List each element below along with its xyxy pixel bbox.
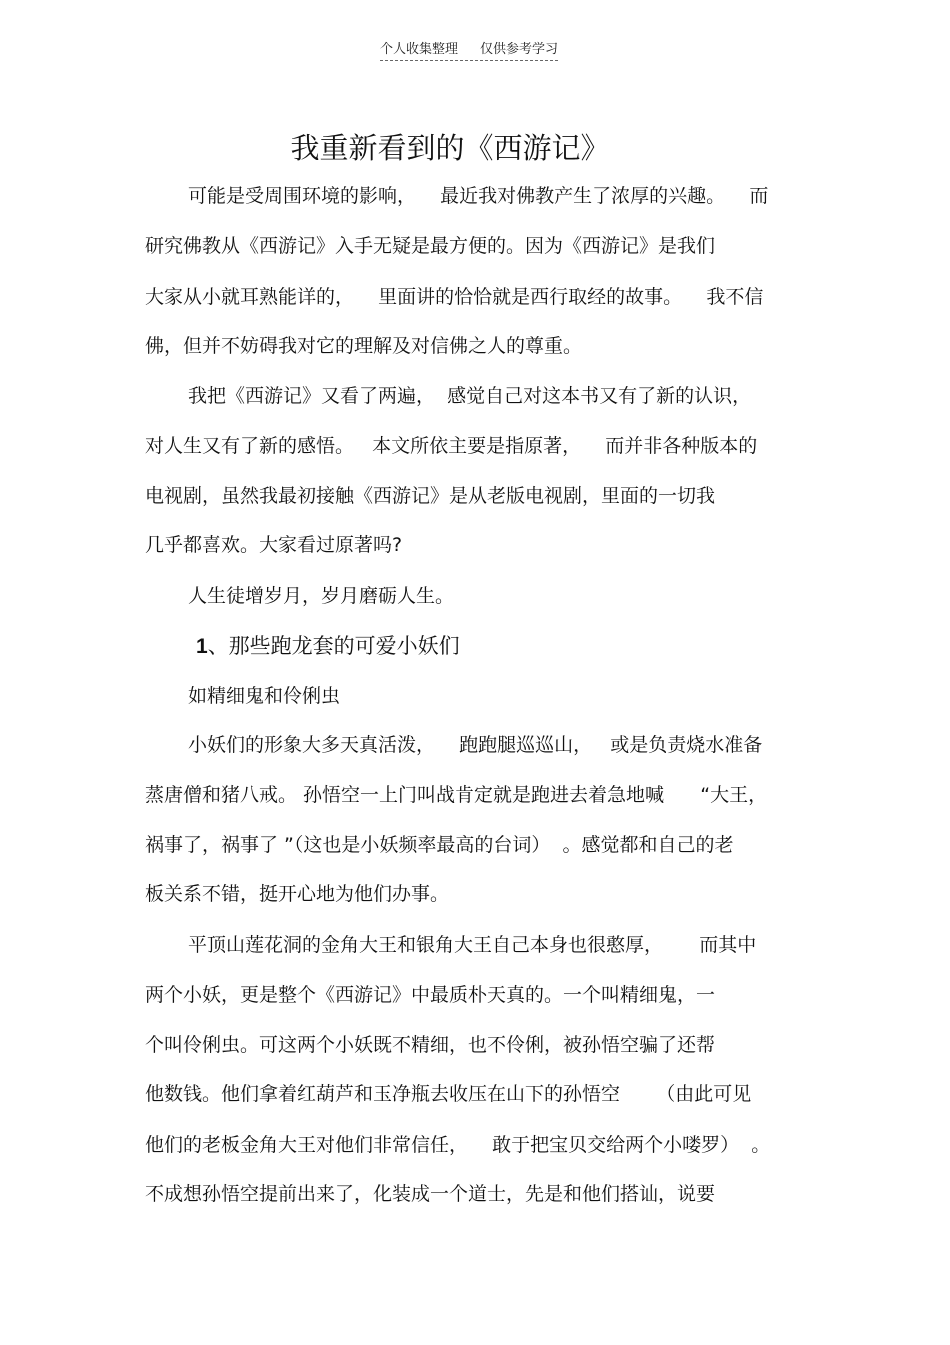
page-header — [380, 38, 558, 61]
paragraph-line: 佛，但并不妨碍我对它的理解及对信佛之人的尊重。 — [145, 335, 583, 357]
paragraph-line: 人生徒增岁月，岁月磨砺人生。 — [188, 585, 455, 607]
paragraph-line: 蒸唐僧和猪八戒。 孙悟空一上门叫战肯定就是跑进去着急地喊 “大王， — [145, 784, 768, 806]
document-title: 我重新看到的《西游记》 — [290, 131, 610, 165]
paragraph-line: 祸事了，祸事了 ”（这也是小妖频率最高的台词） 。感觉都和自己的老 — [145, 834, 734, 856]
paragraph-line: 板关系不错，挺开心地为他们办事。 — [145, 883, 450, 905]
paragraph-line: 他数钱。他们拿着红葫芦和玉净瓶去收压在山下的孙悟空 （由此可见 — [145, 1083, 752, 1105]
paragraph-line: 大家从小就耳熟能详的， 里面讲的恰恰就是西行取经的故事。 我不信 — [145, 286, 764, 308]
paragraph-line: 我把《西游记》又看了两遍， 感觉自己对这本书又有了新的认识， — [188, 385, 752, 407]
section-heading — [196, 630, 460, 660]
paragraph-line: 平顶山莲花洞的金角大王和银角大王自己本身也很憨厚， 而其中 — [188, 934, 757, 956]
paragraph-line: 对人生又有了新的感悟。 本文所依主要是指原著， 而并非各种版本的 — [145, 435, 758, 457]
paragraph-line: 小妖们的形象大多天真活泼， 跑跑腿巡巡山， 或是负责烧水准备 — [188, 734, 763, 756]
section-number: 1 — [196, 635, 208, 658]
paragraph-line: 不成想孙悟空提前出来了，化装成一个道士，先是和他们搭讪，说要 — [145, 1183, 716, 1205]
paragraph-line: 几乎都喜欢。大家看过原著吗? — [145, 534, 403, 556]
paragraph-line: 电视剧，虽然我最初接触《西游记》是从老版电视剧，里面的一切我 — [145, 485, 716, 507]
header-right-text: 仅供参考学习 — [480, 42, 559, 57]
subheading-line: 如精细鬼和伶俐虫 — [188, 685, 341, 707]
paragraph-line: 两个小妖，更是整个《西游记》中最质朴天真的。一个叫精细鬼，一 — [145, 984, 716, 1006]
paragraph-line: 个叫伶俐虫。可这两个小妖既不精细，也不伶俐，被孙悟空骗了还帮 — [145, 1034, 716, 1056]
paragraph-line: 研究佛教从《西游记》入手无疑是最方便的。因为《西游记》是我们 — [145, 235, 716, 257]
paragraph-line: 可能是受周围环境的影响， 最近我对佛教产生了浓厚的兴趣。 而 — [188, 185, 769, 207]
paragraph-line: 他们的老板金角大王对他们非常信任， 敢于把宝贝交给两个小喽罗） 。 — [145, 1134, 771, 1156]
section-heading-text: 、那些跑龙套的可爱小妖们 — [207, 634, 460, 658]
header-left-text: 个人收集整理 — [380, 42, 459, 57]
